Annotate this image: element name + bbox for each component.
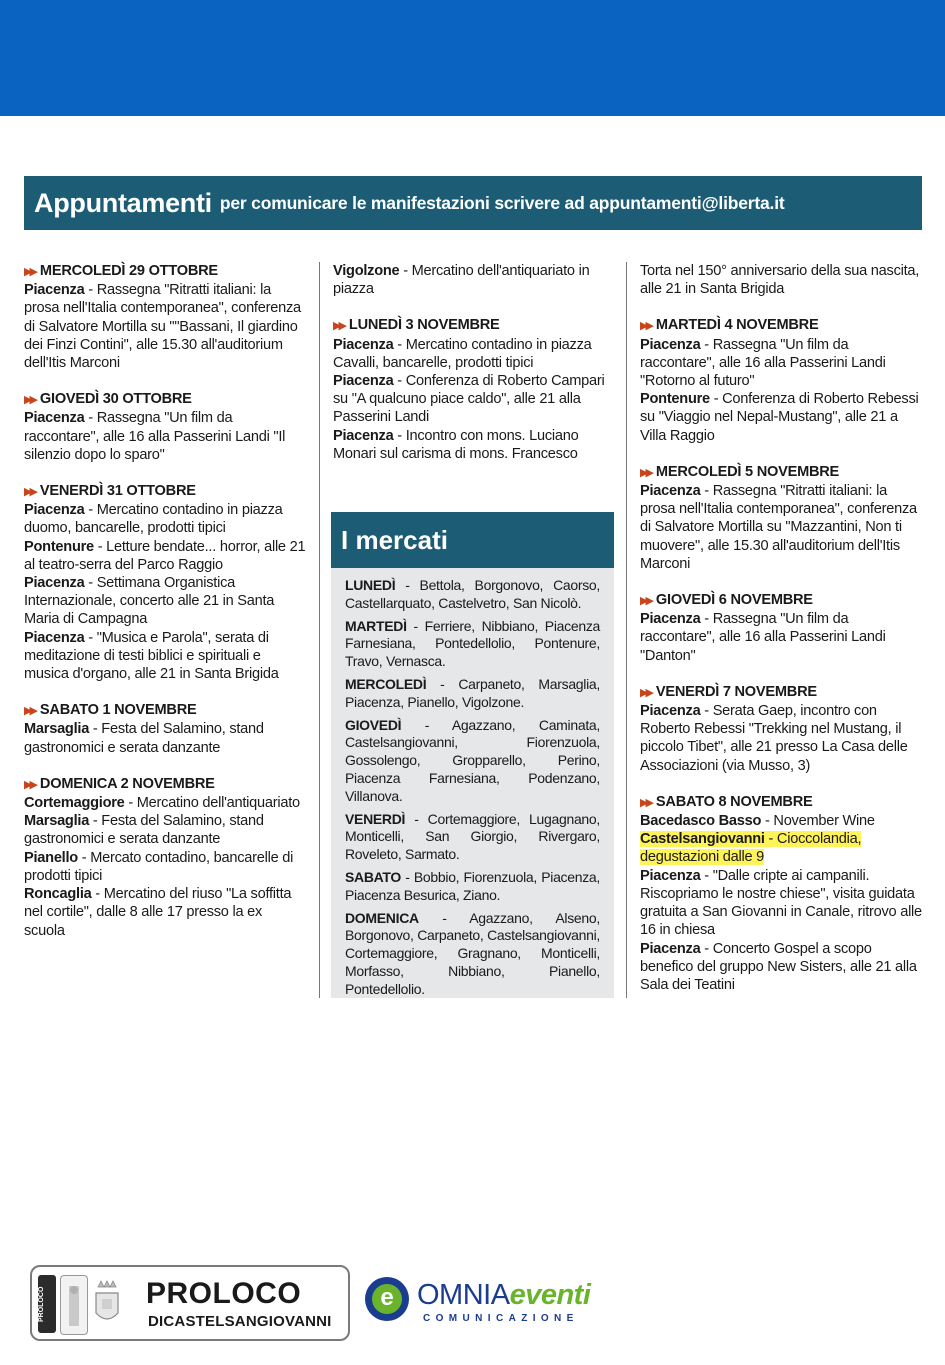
event-place: Piacenza <box>24 502 85 519</box>
omnia-letter: e <box>372 1284 402 1314</box>
market-towns: - Cortemaggiore, Lugagnano, Monticelli, San Giorgio, Rivergaro, Roveleto, Sarmato. <box>345 810 600 863</box>
event-text: - Mercatino dell'antiquariato <box>124 795 300 812</box>
event-entry <box>24 574 306 629</box>
event-entry <box>24 794 306 812</box>
event-text: - Festa del Salamino, stand gastronomici e serata danzante <box>24 721 264 756</box>
proloco-title: PROLOCO <box>146 1277 302 1310</box>
proloco-subtitle: DICASTELSANGIOVANNI <box>148 1313 332 1330</box>
event-entry <box>24 501 306 537</box>
event-text: - Rassegna "Ritratti italiani: la prosa nell'Italia contemporanea", conferenza di Salvatore Mortilla su "Mazzantini, Non ti muovere", alle 15.30 all'auditorium dell'Itis Marconi <box>640 483 917 572</box>
event-place: Roncaglia <box>24 886 92 903</box>
banner-title: Appuntamenti <box>34 187 212 218</box>
market-day: MERCOLEDÌ <box>345 675 427 692</box>
day-heading <box>640 316 922 335</box>
double-arrow-icon: ▶▶ <box>24 394 35 407</box>
event-text: - Mercatino del riuso "La soffitta nel cortile", dalle 8 alle 17 presso la ex scuola <box>24 886 292 939</box>
event-entry <box>333 262 615 298</box>
appuntamenti-banner <box>24 176 922 230</box>
top-header-bar <box>0 0 945 116</box>
proloco-logo <box>30 1265 350 1341</box>
market-day: LUNEDÌ <box>345 577 396 593</box>
event-place: Marsaglia <box>24 721 90 738</box>
day-heading <box>24 775 306 794</box>
omnia-name <box>417 1279 590 1312</box>
event-entry <box>640 830 922 866</box>
double-arrow-icon: ▶▶ <box>640 796 651 809</box>
event-place: Piacenza <box>333 336 394 353</box>
event-text: - Conferenza di Roberto Rebessi su "Viaggio nel Nepal-Mustang", alle 21 a Villa Raggio <box>640 391 919 444</box>
event-place: Piacenza <box>24 282 85 299</box>
event-entry <box>24 720 306 756</box>
day-heading <box>640 683 922 702</box>
day-label: LUNEDÌ 3 NOVEMBRE <box>348 317 500 334</box>
market-row <box>345 869 600 905</box>
day-label: VENERDÌ 7 NOVEMBRE <box>655 683 817 700</box>
event-place: Piacenza <box>640 940 701 957</box>
market-row <box>345 577 600 613</box>
event-text: - "Musica e Parola", serata di meditazione di testi biblici e spirituali e musica d'organo, alle 21 in Santa Brigida <box>24 629 279 683</box>
banner-subtitle: per comunicare le manifestazioni scrivere ad appuntamenti@liberta.it <box>219 192 785 213</box>
day-heading <box>24 390 306 409</box>
footer-logos <box>30 1265 610 1345</box>
omnia-circle-icon <box>365 1277 409 1321</box>
market-towns: - Agazzano, Caminata, Castelsangiovanni, Fiorenzuola, Gossolengo, Gropparello, Perino, Piacenza Farnesiana, Podenzano, Villanova. <box>345 716 600 804</box>
market-day: GIOVEDÌ <box>345 716 402 733</box>
double-arrow-icon: ▶▶ <box>640 466 651 479</box>
event-text: - November Wine <box>761 813 875 830</box>
day-label: MERCOLEDÌ 29 OTTOBRE <box>39 263 218 279</box>
proloco-vertical-label: PROLOCO <box>38 1275 56 1333</box>
market-towns: - Bettola, Borgonovo, Caorso, Castellarquato, Castelvetro, San Nicolò. <box>345 577 600 611</box>
day-label: MARTEDÌ 4 NOVEMBRE <box>655 317 819 334</box>
gate-icon <box>60 1275 88 1335</box>
event-entry <box>333 427 615 463</box>
market-towns: - Bobbio, Fiorenzuola, Piacenza, Piacenza Besurica, Ziano. <box>345 868 600 903</box>
day-heading <box>24 482 306 501</box>
event-text: Torta nel 150° anniversario della sua nascita, alle 21 in Santa Brigida <box>640 263 920 298</box>
event-place: Piacenza <box>24 629 85 646</box>
event-place: Piacenza <box>640 703 701 720</box>
day-heading <box>640 793 922 812</box>
mercati-header <box>331 512 614 568</box>
event-entry <box>24 281 306 372</box>
event-text: - Concerto Gospel a scopo benefico del gruppo New Sisters, alle 21 alla Sala dei Teatini <box>640 940 917 993</box>
event-entry <box>24 812 306 848</box>
day-label: VENERDÌ 31 OTTOBRE <box>39 483 196 500</box>
event-text: - Settimana Organistica Internazionale, concerto alle 21 in Santa Maria di Campagna <box>24 575 275 628</box>
event-place: Piacenza <box>640 611 701 628</box>
event-entry <box>333 336 615 372</box>
event-entry <box>24 885 306 940</box>
event-text: - Mercato contadino, bancarelle di prodotti tipici <box>24 849 294 884</box>
event-text: - "Dalle cripte ai campanili. Riscopriamo le nostre chiese", visita guidata gratuita a San Giovanni in Canale, ritrovo alle 16 in chiesa <box>640 867 922 939</box>
event-entry <box>333 372 615 427</box>
event-text: - Festa del Salamino, stand gastronomici e serata danzante <box>24 813 264 848</box>
market-day: VENERDÌ <box>345 810 406 827</box>
market-towns: - Agazzano, Alseno, Borgonovo, Carpaneto, Castelsangiovanni, Cortemaggiore, Gragnano, Monticelli, Morfasso, Nibbiano, Pianello, Pontedellolio. <box>345 909 600 997</box>
double-arrow-icon: ▶▶ <box>24 778 35 791</box>
event-entry <box>24 629 306 684</box>
mercati-list <box>331 568 614 999</box>
column-divider <box>626 262 627 998</box>
event-place: Piacenza <box>24 575 85 592</box>
event-entry <box>24 409 306 464</box>
market-row <box>345 717 600 806</box>
day-heading <box>24 701 306 720</box>
event-place: Cortemaggiore <box>24 795 125 812</box>
event-place: Bacedasco Basso <box>640 813 762 830</box>
market-towns: - Carpaneto, Marsaglia, Piacenza, Pianello, Vigolzone. <box>345 675 600 710</box>
day-heading <box>640 591 922 610</box>
event-place: Castelsangiovanni <box>640 831 765 848</box>
event-text: - Serata Gaep, incontro con Roberto Rebessi "Trekking nel Mustang, il piccolo Tibet", alle 21 presso La Casa delle Associazioni (via Musso, 3) <box>640 703 908 774</box>
day-heading <box>24 262 306 281</box>
omnia-name-b: eventi <box>509 1279 591 1311</box>
double-arrow-icon: ▶▶ <box>640 595 651 608</box>
market-row <box>345 676 600 712</box>
event-text: - Rassegna "Un film da raccontare", alle 16 alla Passerini Landi "Danton" <box>640 611 886 664</box>
event-text: - Conferenza di Roberto Campari su "A qualcuno piace caldo", alle 21 alla Passerini Landi <box>333 373 605 426</box>
event-entry <box>640 482 922 573</box>
event-place: Vigolzone <box>333 263 400 279</box>
highlighted-event <box>640 831 861 865</box>
double-arrow-icon: ▶▶ <box>333 320 344 333</box>
column-divider <box>319 262 320 998</box>
event-entry <box>640 812 922 830</box>
omnia-name-a: OMNIA <box>417 1279 510 1311</box>
event-place: Piacenza <box>640 336 701 353</box>
event-text: - Rassegna "Un film da raccontare", alle 16 alla Passerini Landi "Il silenzio dopo lo sparo" <box>24 410 286 463</box>
day-label: GIOVEDÌ 6 NOVEMBRE <box>655 592 813 609</box>
event-place: Piacenza <box>333 373 394 390</box>
event-text: - Mercatino contadino in piazza duomo, bancarelle, prodotti tipici <box>24 502 283 537</box>
day-label: SABATO 1 NOVEMBRE <box>39 702 197 719</box>
event-place: Piacenza <box>24 410 85 427</box>
event-entry <box>640 610 922 665</box>
event-place: Piacenza <box>640 867 701 884</box>
event-entry <box>640 867 922 940</box>
market-day: DOMENICA <box>345 909 419 926</box>
double-arrow-icon: ▶▶ <box>24 266 35 278</box>
market-day: MARTEDÌ <box>345 617 407 634</box>
event-place: Piacenza <box>640 483 701 500</box>
event-entry <box>640 336 922 391</box>
event-text: - Incontro con mons. Luciano Monari sul carisma di mons. Francesco <box>333 427 579 462</box>
event-entry <box>640 390 922 445</box>
event-entry <box>640 702 922 775</box>
event-place: Marsaglia <box>24 813 90 830</box>
market-row <box>345 618 600 671</box>
events-column-1 <box>24 262 306 940</box>
market-towns: - Ferriere, Nibbiano, Piacenza Farnesiana, Pontedellolio, Pontenure, Travo, Vernasca. <box>345 617 600 670</box>
day-label: MERCOLEDÌ 5 NOVEMBRE <box>655 463 840 480</box>
day-label: SABATO 8 NOVEMBRE <box>655 793 813 810</box>
event-text: - Mercatino dell'antiquariato in piazza <box>333 263 590 298</box>
day-label: DOMENICA 2 NOVEMBRE <box>39 775 215 792</box>
event-entry <box>640 262 922 298</box>
event-place: Pontenure <box>24 538 94 555</box>
day-heading <box>640 463 922 482</box>
crest-icon <box>92 1277 122 1329</box>
event-place: Pianello <box>24 849 78 866</box>
event-text: - Rassegna "Un film da raccontare", alle 16 alla Passerini Landi "Rotorno al futuro" <box>640 336 886 390</box>
day-label: GIOVEDÌ 30 OTTOBRE <box>39 391 192 408</box>
event-place: Piacenza <box>333 427 394 444</box>
event-entry <box>24 538 306 574</box>
event-text: - Rassegna "Ritratti italiani: la prosa nell'Italia contemporanea", conferenza di Salvatore Mortilla su ""Bassani, Il giardino dei Finzi Contini", alle 15.30 all'auditorium dell'Itis Marconi <box>24 282 301 372</box>
event-entry <box>24 849 306 885</box>
double-arrow-icon: ▶▶ <box>640 320 651 333</box>
mercati-box <box>331 512 614 998</box>
omnia-subtitle: COMUNICAZIONE <box>423 1313 579 1324</box>
events-column-3 <box>640 262 922 994</box>
double-arrow-icon: ▶▶ <box>24 486 35 499</box>
day-heading <box>333 316 615 335</box>
market-row <box>345 910 600 999</box>
event-place: Pontenure <box>640 391 710 408</box>
omnia-eventi-logo <box>365 1275 615 1335</box>
event-entry <box>640 940 922 995</box>
event-text: - Mercatino contadino in piazza Cavalli, bancarelle, prodotti tipici <box>333 336 592 371</box>
event-text: - Cioccolandia, degustazioni dalle 9 <box>640 831 862 866</box>
events-column-2 <box>333 262 615 463</box>
event-text: - Letture bendate... horror, alle 21 al teatro-serra del Parco Raggio <box>24 538 306 573</box>
double-arrow-icon: ▶▶ <box>24 705 35 718</box>
double-arrow-icon: ▶▶ <box>640 686 651 699</box>
market-day: SABATO <box>345 868 402 885</box>
mercati-title: I mercati <box>341 524 448 555</box>
market-row <box>345 811 600 864</box>
